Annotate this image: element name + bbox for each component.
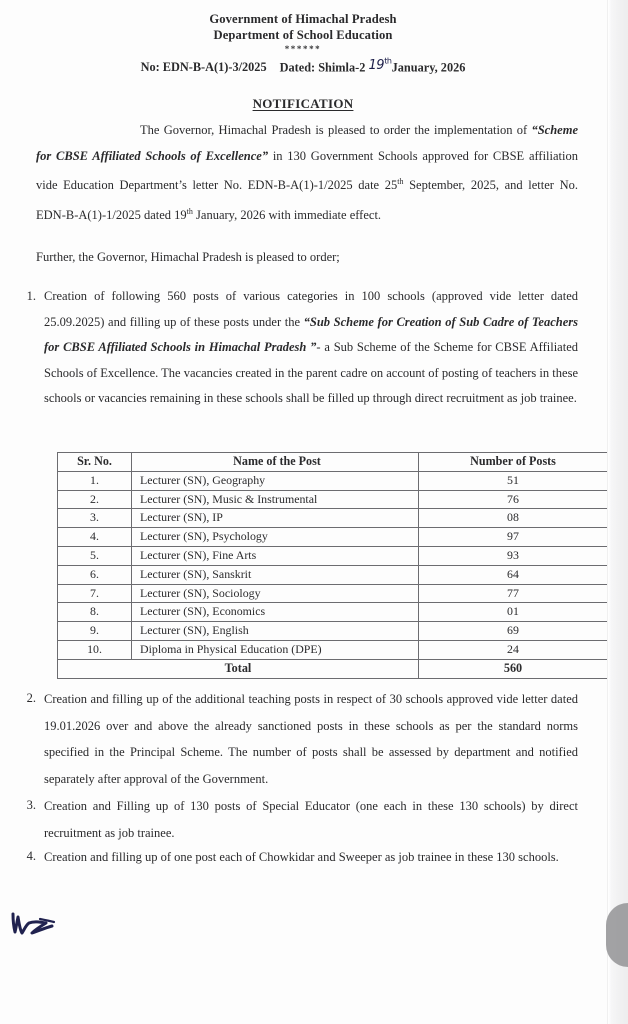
- list-item-number: 2.: [26, 691, 36, 705]
- cell-post-count: 64: [419, 565, 608, 584]
- page-title: NOTIFICATION: [252, 96, 354, 112]
- cell-post-count: 51: [419, 471, 608, 490]
- item1-part-2: - a Sub Scheme of the Scheme for CBSE Affiliated Schools of Excellence. The vacancies created in the parent cadre on account of posting of teachers in these schools or vacancies remaining in these schools shall be filled up through direct recruitment as job trainee.: [44, 340, 579, 405]
- ordinal-suffix-2: th: [186, 206, 193, 216]
- list-item: [22, 844, 578, 871]
- cell-post-name: Lecturer (SN), Fine Arts: [132, 546, 419, 565]
- cell-sr-no: 9.: [58, 622, 132, 641]
- table-row: [58, 546, 608, 565]
- list-item-number: 3.: [26, 798, 36, 812]
- cell-post-name: Lecturer (SN), Geography: [132, 471, 419, 490]
- cell-sr-no: 1.: [58, 471, 132, 490]
- table-row: [58, 509, 608, 528]
- cell-post-name: Lecturer (SN), Economics: [132, 603, 419, 622]
- intro-part-2: in 130 Government Schools approved for CBSE affiliation vide Education Department’s letter No. EDN-B-A(1)-1/2025 date 25: [36, 148, 578, 193]
- table-row: [58, 565, 608, 584]
- list-item-number: 1.: [26, 289, 36, 303]
- cell-sr-no: 4.: [58, 528, 132, 547]
- cell-sr-no: 8.: [58, 603, 132, 622]
- further-order-line: Further, the Governor, Himachal Pradesh is pleased to order;: [36, 250, 340, 264]
- cell-post-count: 01: [419, 603, 608, 622]
- column-header-number-of-posts: Number of Posts: [419, 453, 608, 472]
- cell-sr-no: 6.: [58, 565, 132, 584]
- cell-sr-no: 10.: [58, 640, 132, 659]
- header-department-line: Department of School Education: [213, 28, 393, 42]
- ordinal-suffix-1: th: [397, 177, 404, 186]
- handwritten-day-suffix: th: [384, 57, 392, 66]
- list-item-text: Creation and filling up of one post each of Chowkidar and Sweeper as job trainee in these 130 schools.: [44, 850, 559, 864]
- cell-post-name: Lecturer (SN), Psychology: [132, 528, 419, 547]
- document-header: [0, 0, 606, 54]
- table-row: [58, 584, 608, 603]
- table-row: [58, 471, 608, 490]
- table-row: [58, 640, 608, 659]
- cell-post-count: 97: [419, 528, 608, 547]
- page-edge-thumb: [606, 903, 628, 967]
- table-row: [58, 622, 608, 641]
- table-total-row: [58, 659, 608, 678]
- sub-scheme-name: “Sub Scheme for Creation of Sub Cadre of Teachers for CBSE Affiliated Schools in Himachal Pradesh ”: [44, 314, 578, 354]
- cell-post-name: Lecturer (SN), Music & Instrumental: [132, 490, 419, 509]
- cell-sr-no: 3.: [58, 509, 132, 528]
- list-item-text: [44, 284, 578, 412]
- list-item: [22, 793, 578, 846]
- list-item: [22, 284, 578, 412]
- cell-post-name: Lecturer (SN), English: [132, 622, 419, 641]
- list-item-number: 4.: [26, 849, 36, 863]
- cell-post-name: Lecturer (SN), Sanskrit: [132, 565, 419, 584]
- intro-part-3: September, 2025, and letter No. EDN-B-A(1)-1/2025 dated 19: [36, 178, 578, 222]
- cell-post-count: 76: [419, 490, 608, 509]
- header-star-separator: ******: [284, 44, 322, 54]
- scheme-name: “Scheme for CBSE Affiliated Schools of Excellence”: [36, 123, 578, 163]
- page-edge-strip: [607, 0, 628, 1024]
- header-government-line: Government of Himachal Pradesh: [209, 12, 397, 26]
- dated-label: Dated: Shimla-2: [279, 60, 366, 75]
- reference-number: No: EDN-B-A(1)-3/2025: [140, 60, 267, 75]
- cell-post-count: 24: [419, 640, 608, 659]
- list-item-text: Creation and Filling up of 130 posts of Special Educator (one each in these 130 schools) by direct recruitment as job trainee.: [44, 799, 578, 840]
- table-row: [58, 528, 608, 547]
- column-header-post-name: Name of the Post: [132, 453, 419, 472]
- table-row: [58, 603, 608, 622]
- cell-sr-no: 2.: [58, 490, 132, 509]
- intro-paragraph: [36, 118, 578, 228]
- cell-sr-no: 5.: [58, 546, 132, 565]
- cell-post-name: Diploma in Physical Education (DPE): [132, 640, 419, 659]
- item1-part-1: Creation of following 560 posts of various categories in 100 schools (approved vide letter dated 25.09.2025) and filling up of these posts under the: [44, 289, 578, 329]
- cell-post-name: Lecturer (SN), IP: [132, 509, 419, 528]
- intro-part-4: January, 2026 with immediate effect.: [192, 207, 382, 222]
- cell-post-count: 69: [419, 622, 608, 641]
- handwritten-day: 19: [368, 58, 385, 74]
- cell-total-value: 560: [419, 659, 608, 678]
- cell-post-count: 77: [419, 584, 608, 603]
- signature-mark: [10, 908, 74, 942]
- cell-post-count: 93: [419, 546, 608, 565]
- column-header-sr-no: Sr. No.: [58, 453, 132, 472]
- cell-post-name: Lecturer (SN), Sociology: [132, 584, 419, 603]
- list-item: [22, 686, 578, 792]
- reference-line: [0, 59, 606, 75]
- handwritten-date: [368, 58, 391, 73]
- cell-sr-no: 7.: [58, 584, 132, 603]
- cell-post-count: 08: [419, 509, 608, 528]
- intro-part-1: The Governor, Himachal Pradesh is pleased to order the implementation of: [140, 123, 532, 137]
- posts-table: [57, 452, 608, 679]
- table-header-row: [58, 453, 608, 472]
- dated-month-year: January, 2026: [391, 60, 466, 75]
- list-item-text: Creation and filling up of the additional teaching posts in respect of 30 schools approved vide letter dated 19.01.2026 over and above the already sanctioned posts in these schools as per the standard norms specified in the Principal Scheme. The number of posts shall be assessed by department and notified separately after approval of the Government.: [44, 692, 578, 786]
- table-row: [58, 490, 608, 509]
- cell-total-label: Total: [58, 659, 419, 678]
